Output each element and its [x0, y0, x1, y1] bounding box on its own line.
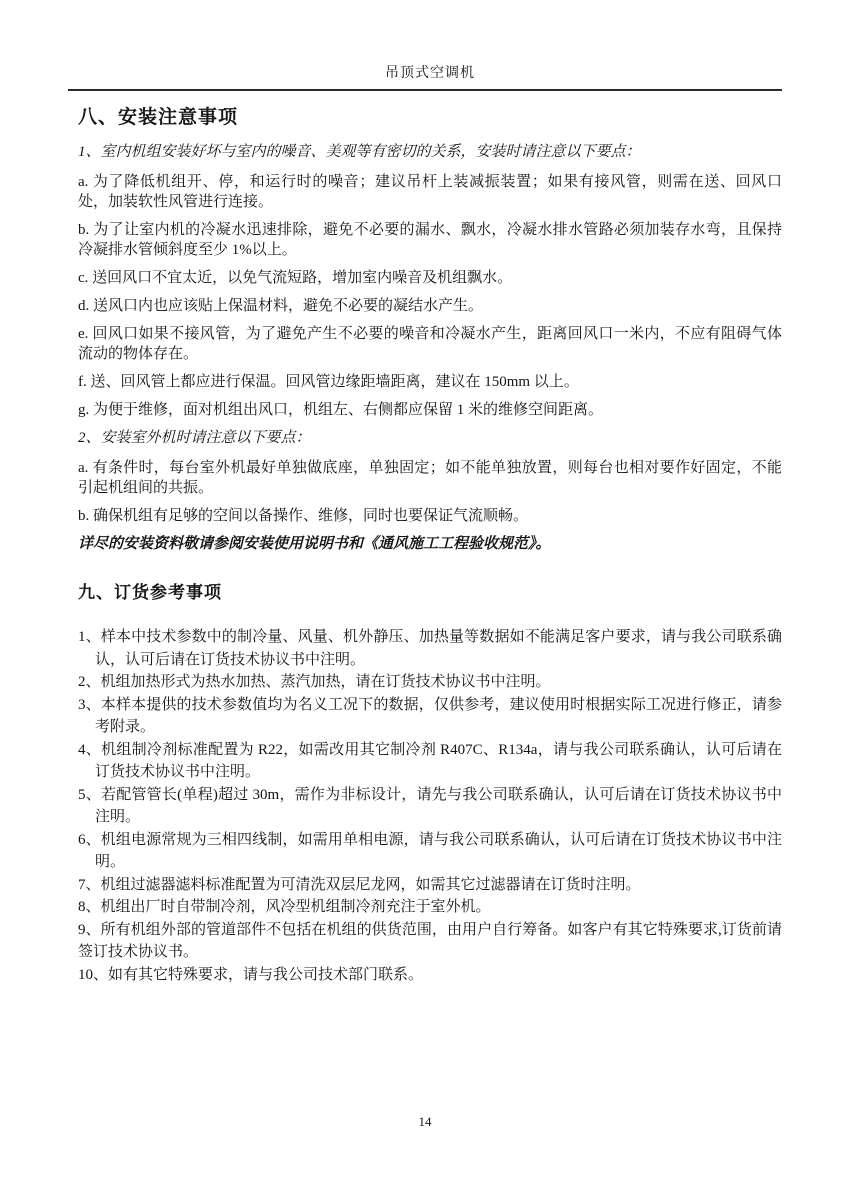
section-8-intro-indoor: 1、室内机组安装好坏与室内的噪音、美观等有密切的关系，安装时请注意以下要点：: [78, 144, 641, 160]
section-9-list: [78, 626, 782, 986]
section-9-item-5: 5、若配管管长(单程)超过 30m，需作为非标设计，请先与我公司联系确认，认可后请在订货技术协议书中注明。: [78, 786, 782, 825]
page-header: [78, 64, 782, 91]
section-9-item-10: 10、如有其它特殊要求，请与我公司技术部门联系。: [78, 966, 424, 983]
section-8-point-e: e. 回风口如果不接风管，为了避免产生不必要的噪音和冷凝水产生，距离回风口一米内，不应有阻碍气体流动的物体存在。: [78, 326, 782, 362]
section-8-point-f: f. 送、回风管上都应进行保温。回风管边缘距墙距离，建议在 150mm 以上。: [78, 374, 579, 390]
header-rule: [68, 89, 782, 91]
section-8-point-c: c. 送回风口不宜太近，以免气流短路，增加室内噪音及机组飘水。: [78, 270, 513, 286]
section-9-item-9: 9、所有机组外部的管道部件不包括在机组的供货范围，由用户自行筹备。如客户有其它特殊要求,订货前请签订技术协议书。: [78, 921, 782, 960]
section-9-item-3: 3、本样本提供的技术参数值均为名义工况下的数据，仅供参考，建议使用时根据实际工况进行修正，请参考附录。: [78, 696, 782, 735]
section-8-reference-note: 详尽的安装资料敬请参阅安装使用说明书和《通风施工工程验收规范》。: [78, 536, 551, 552]
section-8-intro-outdoor: 2、安装室外机时请注意以下要点：: [78, 430, 311, 446]
section-9-item-2: 2、机组加热形式为热水加热、蒸汽加热，请在订货技术协议书中注明。: [78, 674, 551, 690]
page-number: 14: [418, 1114, 432, 1129]
section-9-item-4: 4、机组制冷剂标准配置为 R22，如需改用其它制冷剂 R407C、R134a，请与我公司联系确认，认可后请在订货技术协议书中注明。: [78, 741, 782, 780]
section-9-item-6: 6、机组电源常规为三相四线制，如需用单相电源，请与我公司联系确认，认可后请在订货技术协议书中注明。: [78, 831, 782, 870]
section-8-outdoor-point-a: a. 有条件时，每台室外机最好单独做底座，单独固定；如不能单独放置，则每台也相对要作好固定，不能引起机组间的共振。: [78, 460, 782, 496]
section-8-point-b: b. 为了让室内机的冷凝水迅速排除，避免不必要的漏水、飘水，冷凝水排水管路必须加装存水弯，且保持冷凝排水管倾斜度至少 1%以上。: [78, 222, 782, 258]
section-8-point-d: d. 送风口内也应该贴上保温材料，避免不必要的凝结水产生。: [78, 298, 484, 314]
section-8-outdoor-point-b: b. 确保机组有足够的空间以备操作、维修，同时也要保证气流顺畅。: [78, 508, 529, 524]
section-9-item-8: 8、机组出厂时自带制冷剂，风冷型机组制冷剂充注于室外机。: [78, 899, 491, 915]
section-9-item-7: 7、机组过滤器滤料标准配置为可清洗双层尼龙网，如需其它过滤器请在订货时注明。: [78, 876, 641, 893]
section-9-item-1: 1、样本中技术参数中的制冷量、风量、机外静压、加热量等数据如不能满足客户要求，请与我公司联系确认，认可后请在订货技术协议书中注明。: [78, 629, 782, 668]
section-9-heading: 九、订货参考事项: [78, 583, 222, 602]
section-8-point-a: a. 为了降低机组开、停，和运行时的噪音；建议吊杆上装减振装置；如果有接风管，则需在送、回风口处，加装软性风管进行连接。: [78, 174, 782, 210]
section-8-heading: 八、安装注意事项: [78, 107, 239, 128]
section-8-point-g: g. 为便于维修，面对机组出风口，机组左、右侧都应保留 1 米的维修空间距离。: [78, 402, 604, 418]
header-title: 吊顶式空调机: [385, 66, 475, 81]
